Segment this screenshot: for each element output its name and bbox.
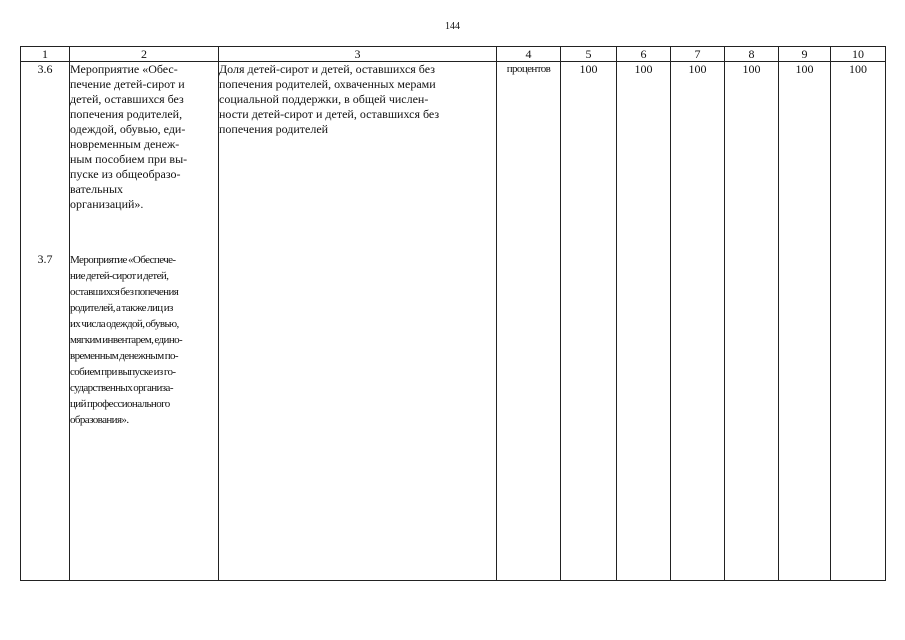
- column-header: 8: [725, 47, 779, 62]
- column-header: 5: [561, 47, 617, 62]
- page-number: 144: [445, 21, 460, 32]
- header-row: [21, 47, 886, 62]
- indicator-line: социальной поддержки, в общей числен-: [219, 92, 429, 106]
- event-description: Мероприятие «Обес- печение детей-сирот и детей, оставшихся без попечения родителей, одеждой, обувью, еди- новременным денеж- ным пособием при вы- пуске из общеобразо- вательных организаций».: [70, 62, 188, 211]
- indicator-line: Доля детей-сирот и детей, оставшихся без: [219, 62, 435, 76]
- column-header: 2: [70, 47, 219, 62]
- row-number-cell: [21, 62, 70, 581]
- column-header: 1: [21, 47, 70, 62]
- event-description: Мероприятие «Обеспече- ние детей-сирот и детей, оставшихся без попечения родителей, а также лиц из их числа одеждой, обувью, мягким инвентарем, едино- временным денежным по- собием при выпуске из го- сударственных организа- ций профессионального образования».: [70, 254, 183, 426]
- table-row: [21, 62, 886, 581]
- column-header: 9: [779, 47, 831, 62]
- event-cell: [70, 62, 219, 581]
- column-header: 6: [617, 47, 671, 62]
- value-cell: 100: [617, 62, 671, 581]
- column-header: 4: [497, 47, 561, 62]
- value-cell: 100: [671, 62, 725, 581]
- column-header: 7: [671, 47, 725, 62]
- column-header: 3: [219, 47, 497, 62]
- indicator-cell: [219, 62, 497, 581]
- column-header: 10: [831, 47, 886, 62]
- indicator-line: попечения родителей: [219, 122, 329, 136]
- indicators-table: [20, 46, 886, 581]
- indicator-line: ности детей-сирот и детей, оставшихся без: [219, 107, 440, 121]
- value-cell: 100: [831, 62, 886, 581]
- indicator-line: попечения родителей, охваченных мерами: [219, 77, 436, 91]
- row-number: 3.6: [37, 62, 53, 76]
- value-cell: 100: [725, 62, 779, 581]
- value-cell: 100: [779, 62, 831, 581]
- row-number: 3.7: [37, 252, 53, 266]
- unit-cell: процентов: [497, 62, 561, 581]
- value-cell: 100: [561, 62, 617, 581]
